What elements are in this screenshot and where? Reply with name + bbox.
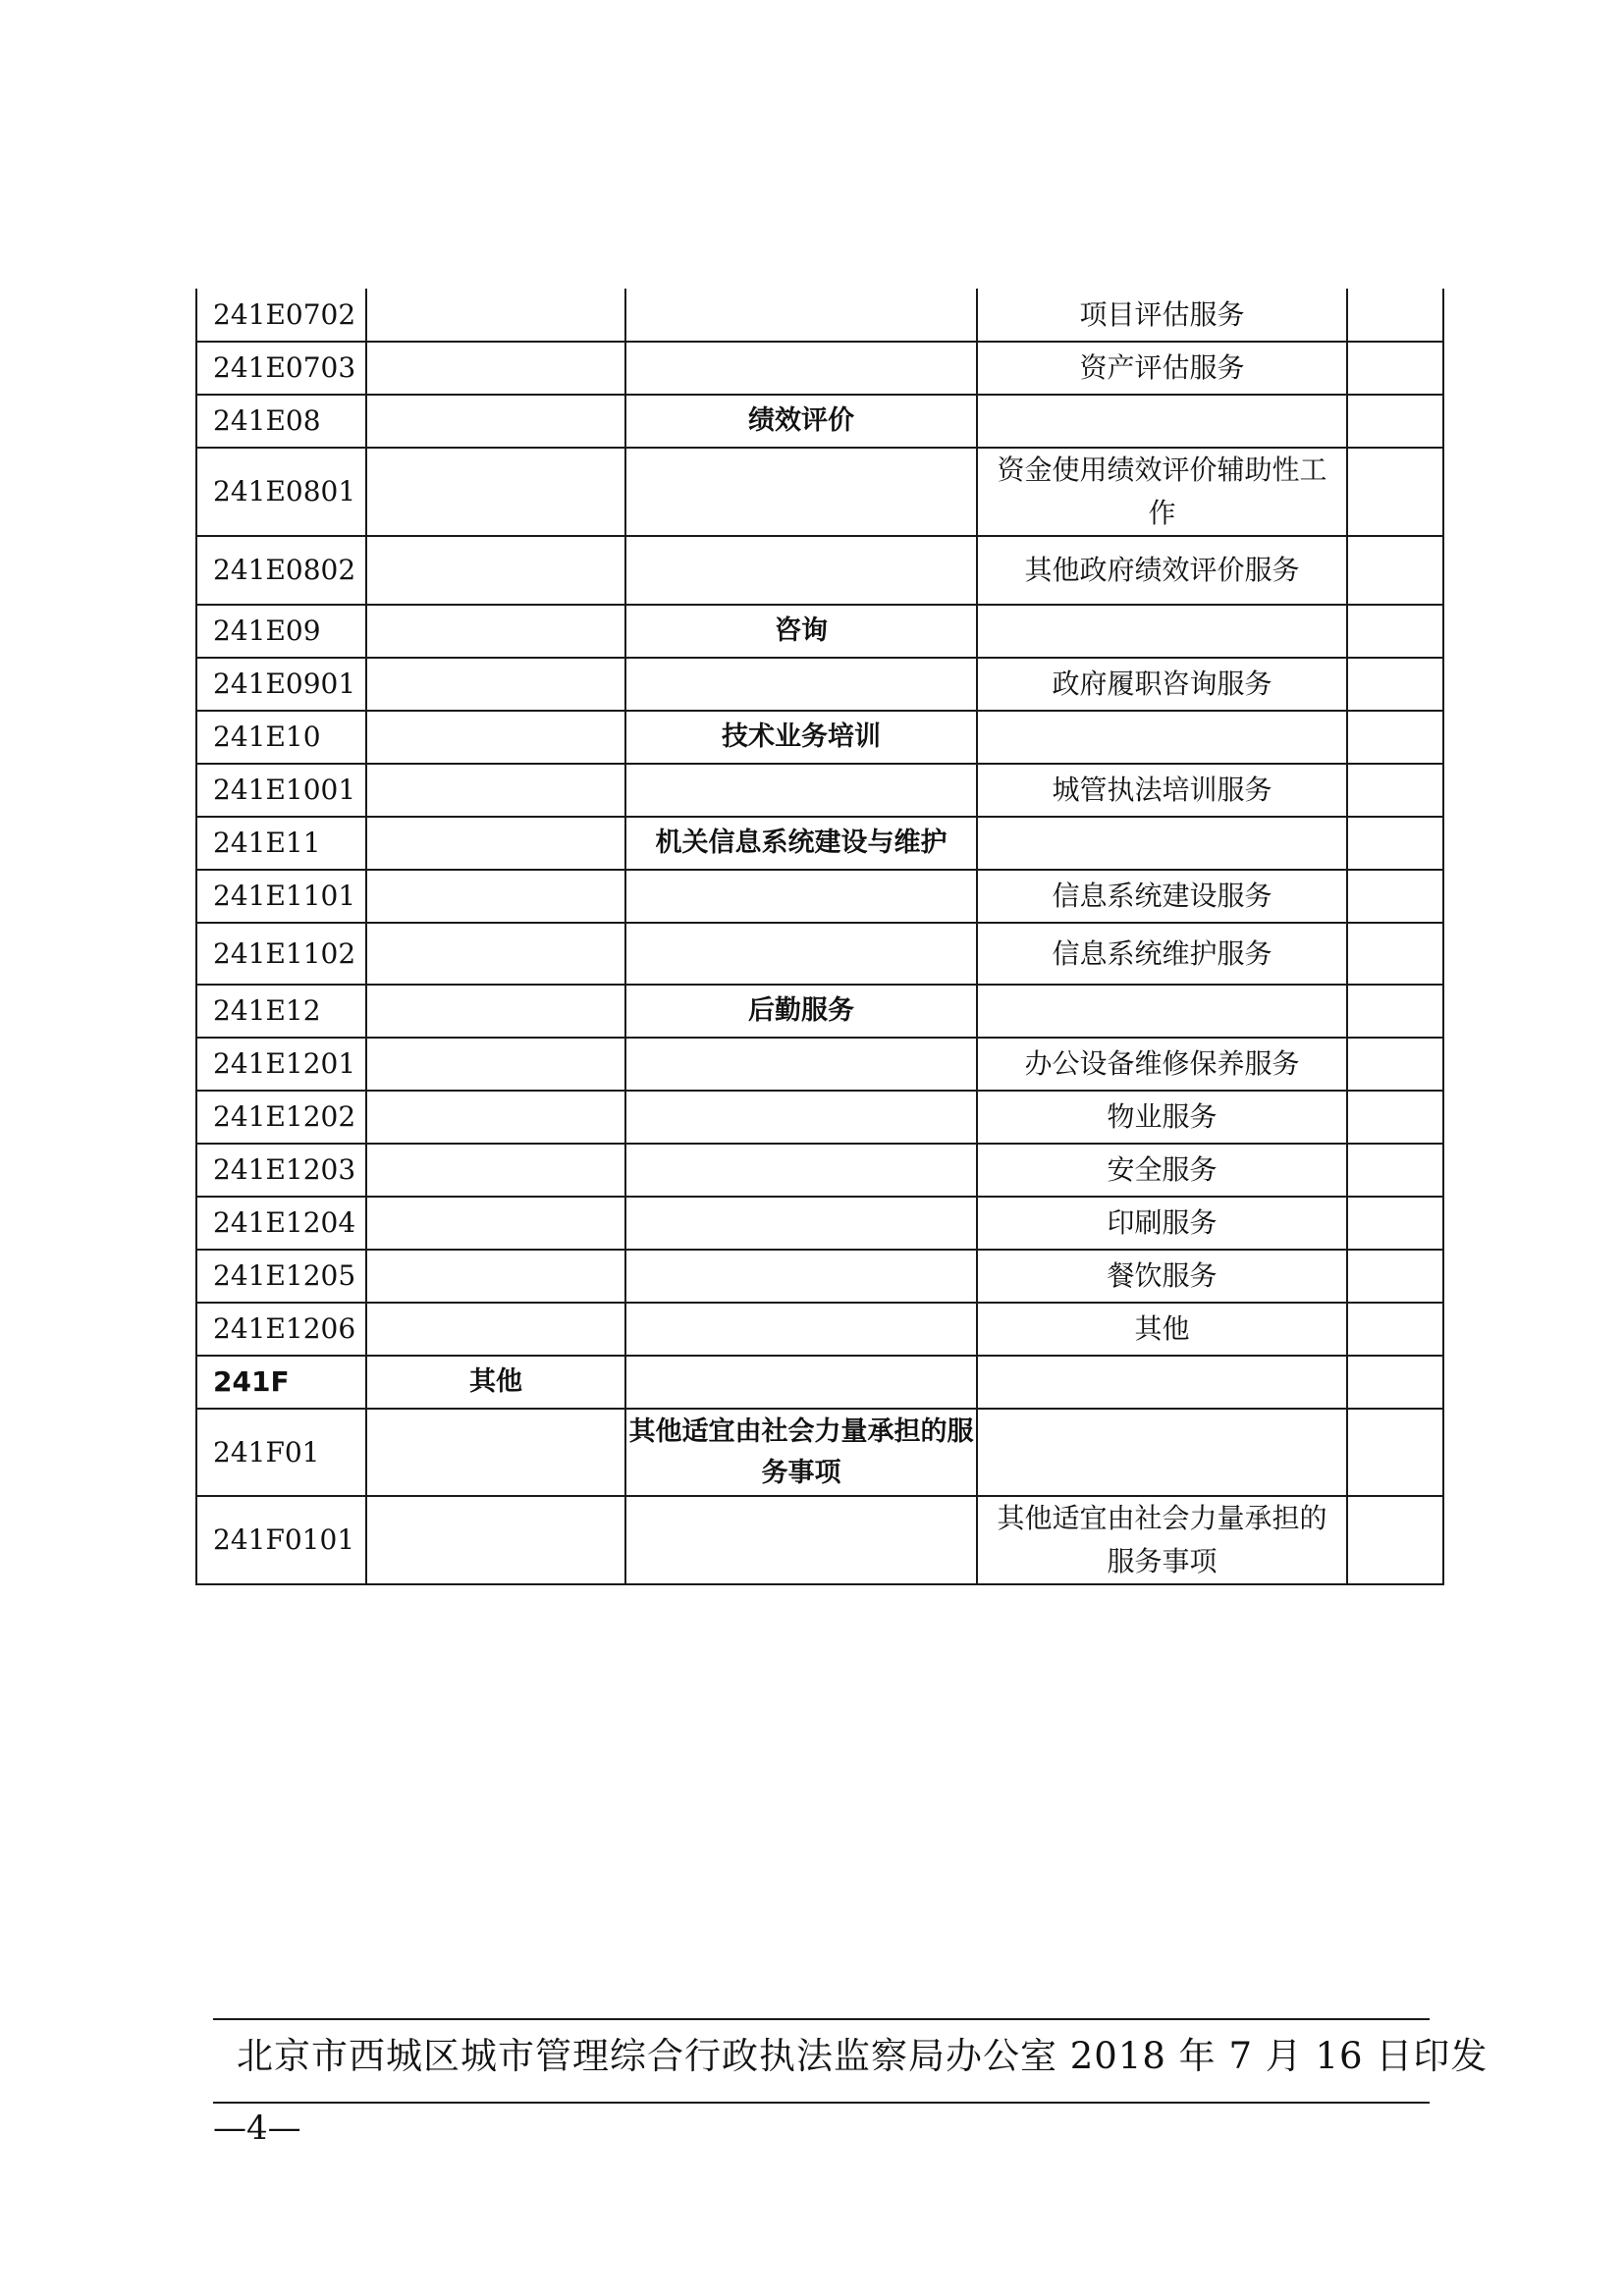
code-cell: 241F01 (196, 1409, 366, 1496)
category-level1-cell (366, 1409, 625, 1496)
code-cell: 241E1203 (196, 1144, 366, 1197)
remark-cell (1347, 395, 1443, 448)
code-cell: 241E09 (196, 605, 366, 658)
table-row (196, 289, 1443, 342)
category-level1-cell (366, 1496, 625, 1584)
remark-cell (1347, 1409, 1443, 1496)
remark-cell (1347, 605, 1443, 658)
category-level2-cell: 技术业务培训 (625, 711, 977, 764)
imprint-top-rule (213, 2018, 1430, 2020)
code-cell: 241E12 (196, 985, 366, 1038)
code-cell: 241E0702 (196, 289, 366, 342)
table-row (196, 1356, 1443, 1409)
category-level1-cell (366, 1091, 625, 1144)
remark-cell (1347, 985, 1443, 1038)
category-level3-cell: 印刷服务 (977, 1197, 1347, 1250)
remark-cell (1347, 870, 1443, 923)
remark-cell (1347, 923, 1443, 985)
code-cell: 241E1102 (196, 923, 366, 985)
category-level2-cell (625, 1091, 977, 1144)
category-level3-cell: 城管执法培训服务 (977, 764, 1347, 817)
category-level3-cell (977, 1409, 1347, 1496)
table-row (196, 870, 1443, 923)
table-row (196, 764, 1443, 817)
category-level1-cell (366, 395, 625, 448)
service-catalog-body (196, 289, 1443, 1584)
code-cell: 241E0801 (196, 448, 366, 536)
category-level1-cell (366, 658, 625, 711)
remark-cell (1347, 289, 1443, 342)
remark-cell (1347, 536, 1443, 605)
category-level2-cell (625, 764, 977, 817)
table-row (196, 817, 1443, 870)
category-level3-cell: 项目评估服务 (977, 289, 1347, 342)
remark-cell (1347, 342, 1443, 395)
code-cell: 241E0901 (196, 658, 366, 711)
category-level1-cell (366, 1197, 625, 1250)
remark-cell (1347, 448, 1443, 536)
category-level2-cell (625, 448, 977, 536)
category-level1-cell (366, 605, 625, 658)
category-level2-cell: 机关信息系统建设与维护 (625, 817, 977, 870)
category-level1-cell (366, 289, 625, 342)
code-cell: 241E0703 (196, 342, 366, 395)
category-level3-cell: 办公设备维修保养服务 (977, 1038, 1347, 1091)
category-level3-cell: 其他政府绩效评价服务 (977, 536, 1347, 605)
category-level2-cell: 咨询 (625, 605, 977, 658)
code-cell: 241E1201 (196, 1038, 366, 1091)
remark-cell (1347, 1091, 1443, 1144)
category-level3-cell: 信息系统维护服务 (977, 923, 1347, 985)
category-level3-cell (977, 605, 1347, 658)
code-cell: 241E1202 (196, 1091, 366, 1144)
remark-cell (1347, 1197, 1443, 1250)
code-cell: 241E1001 (196, 764, 366, 817)
remark-cell (1347, 1038, 1443, 1091)
code-cell: 241E1205 (196, 1250, 366, 1303)
code-cell: 241E08 (196, 395, 366, 448)
category-level3-cell: 餐饮服务 (977, 1250, 1347, 1303)
category-level3-cell (977, 711, 1347, 764)
table-row (196, 923, 1443, 985)
category-level2-cell (625, 342, 977, 395)
remark-cell (1347, 1356, 1443, 1409)
remark-cell (1347, 1496, 1443, 1584)
table-row (196, 536, 1443, 605)
category-level3-cell: 其他适宜由社会力量承担的服务事项 (977, 1496, 1347, 1584)
category-level3-cell (977, 985, 1347, 1038)
category-level3-cell: 资产评估服务 (977, 342, 1347, 395)
category-level2-cell (625, 1250, 977, 1303)
category-level2-cell (625, 1303, 977, 1356)
remark-cell (1347, 1144, 1443, 1197)
category-level1-cell (366, 1038, 625, 1091)
category-level2-cell (625, 870, 977, 923)
category-level1-cell (366, 342, 625, 395)
table-row (196, 395, 1443, 448)
table-row (196, 1496, 1443, 1584)
category-level1-cell (366, 1303, 625, 1356)
category-level2-cell (625, 1197, 977, 1250)
code-cell: 241F (196, 1356, 366, 1409)
page-number: —4— (213, 2109, 301, 2148)
category-level2-cell (625, 289, 977, 342)
remark-cell (1347, 1303, 1443, 1356)
table-row (196, 1250, 1443, 1303)
category-level1-cell (366, 1144, 625, 1197)
category-level1-cell (366, 448, 625, 536)
category-level3-cell: 安全服务 (977, 1144, 1347, 1197)
imprint-line: 北京市西城区城市管理综合行政执法监察局办公室 2018 年 7 月 16 日印发 (237, 2035, 1489, 2077)
category-level2-cell (625, 1038, 977, 1091)
category-level3-cell (977, 1356, 1347, 1409)
category-level2-cell (625, 1144, 977, 1197)
code-cell: 241E11 (196, 817, 366, 870)
remark-cell (1347, 764, 1443, 817)
code-cell: 241E1101 (196, 870, 366, 923)
remark-cell (1347, 658, 1443, 711)
code-cell: 241E0802 (196, 536, 366, 605)
table-row (196, 1197, 1443, 1250)
category-level1-cell (366, 764, 625, 817)
category-level2-cell (625, 658, 977, 711)
category-level2-cell (625, 1496, 977, 1584)
category-level3-cell (977, 395, 1347, 448)
code-cell: 241E10 (196, 711, 366, 764)
table-row (196, 711, 1443, 764)
category-level1-cell (366, 870, 625, 923)
imprint-bottom-rule (213, 2102, 1430, 2104)
table-row (196, 1303, 1443, 1356)
table-row (196, 1038, 1443, 1091)
category-level2-cell: 后勤服务 (625, 985, 977, 1038)
category-level1-cell (366, 923, 625, 985)
table-row (196, 1409, 1443, 1496)
code-cell: 241E1204 (196, 1197, 366, 1250)
category-level3-cell: 资金使用绩效评价辅助性工作 (977, 448, 1347, 536)
category-level3-cell: 物业服务 (977, 1091, 1347, 1144)
table-row (196, 605, 1443, 658)
service-catalog-table (195, 289, 1444, 1585)
table-row (196, 1144, 1443, 1197)
code-cell: 241F0101 (196, 1496, 366, 1584)
category-level2-cell: 绩效评价 (625, 395, 977, 448)
category-level1-cell (366, 1250, 625, 1303)
category-level1-cell (366, 817, 625, 870)
category-level1-cell (366, 985, 625, 1038)
table-row (196, 658, 1443, 711)
remark-cell (1347, 817, 1443, 870)
category-level2-cell: 其他适宜由社会力量承担的服务事项 (625, 1409, 977, 1496)
category-level3-cell: 信息系统建设服务 (977, 870, 1347, 923)
category-level1-cell (366, 536, 625, 605)
table-row (196, 448, 1443, 536)
category-level2-cell (625, 923, 977, 985)
category-level1-cell (366, 711, 625, 764)
table-row (196, 985, 1443, 1038)
category-level2-cell (625, 1356, 977, 1409)
category-level3-cell: 其他 (977, 1303, 1347, 1356)
category-level2-cell (625, 536, 977, 605)
table-row (196, 1091, 1443, 1144)
table-row (196, 342, 1443, 395)
category-level3-cell: 政府履职咨询服务 (977, 658, 1347, 711)
category-level1-cell: 其他 (366, 1356, 625, 1409)
code-cell: 241E1206 (196, 1303, 366, 1356)
remark-cell (1347, 711, 1443, 764)
category-level3-cell (977, 817, 1347, 870)
remark-cell (1347, 1250, 1443, 1303)
